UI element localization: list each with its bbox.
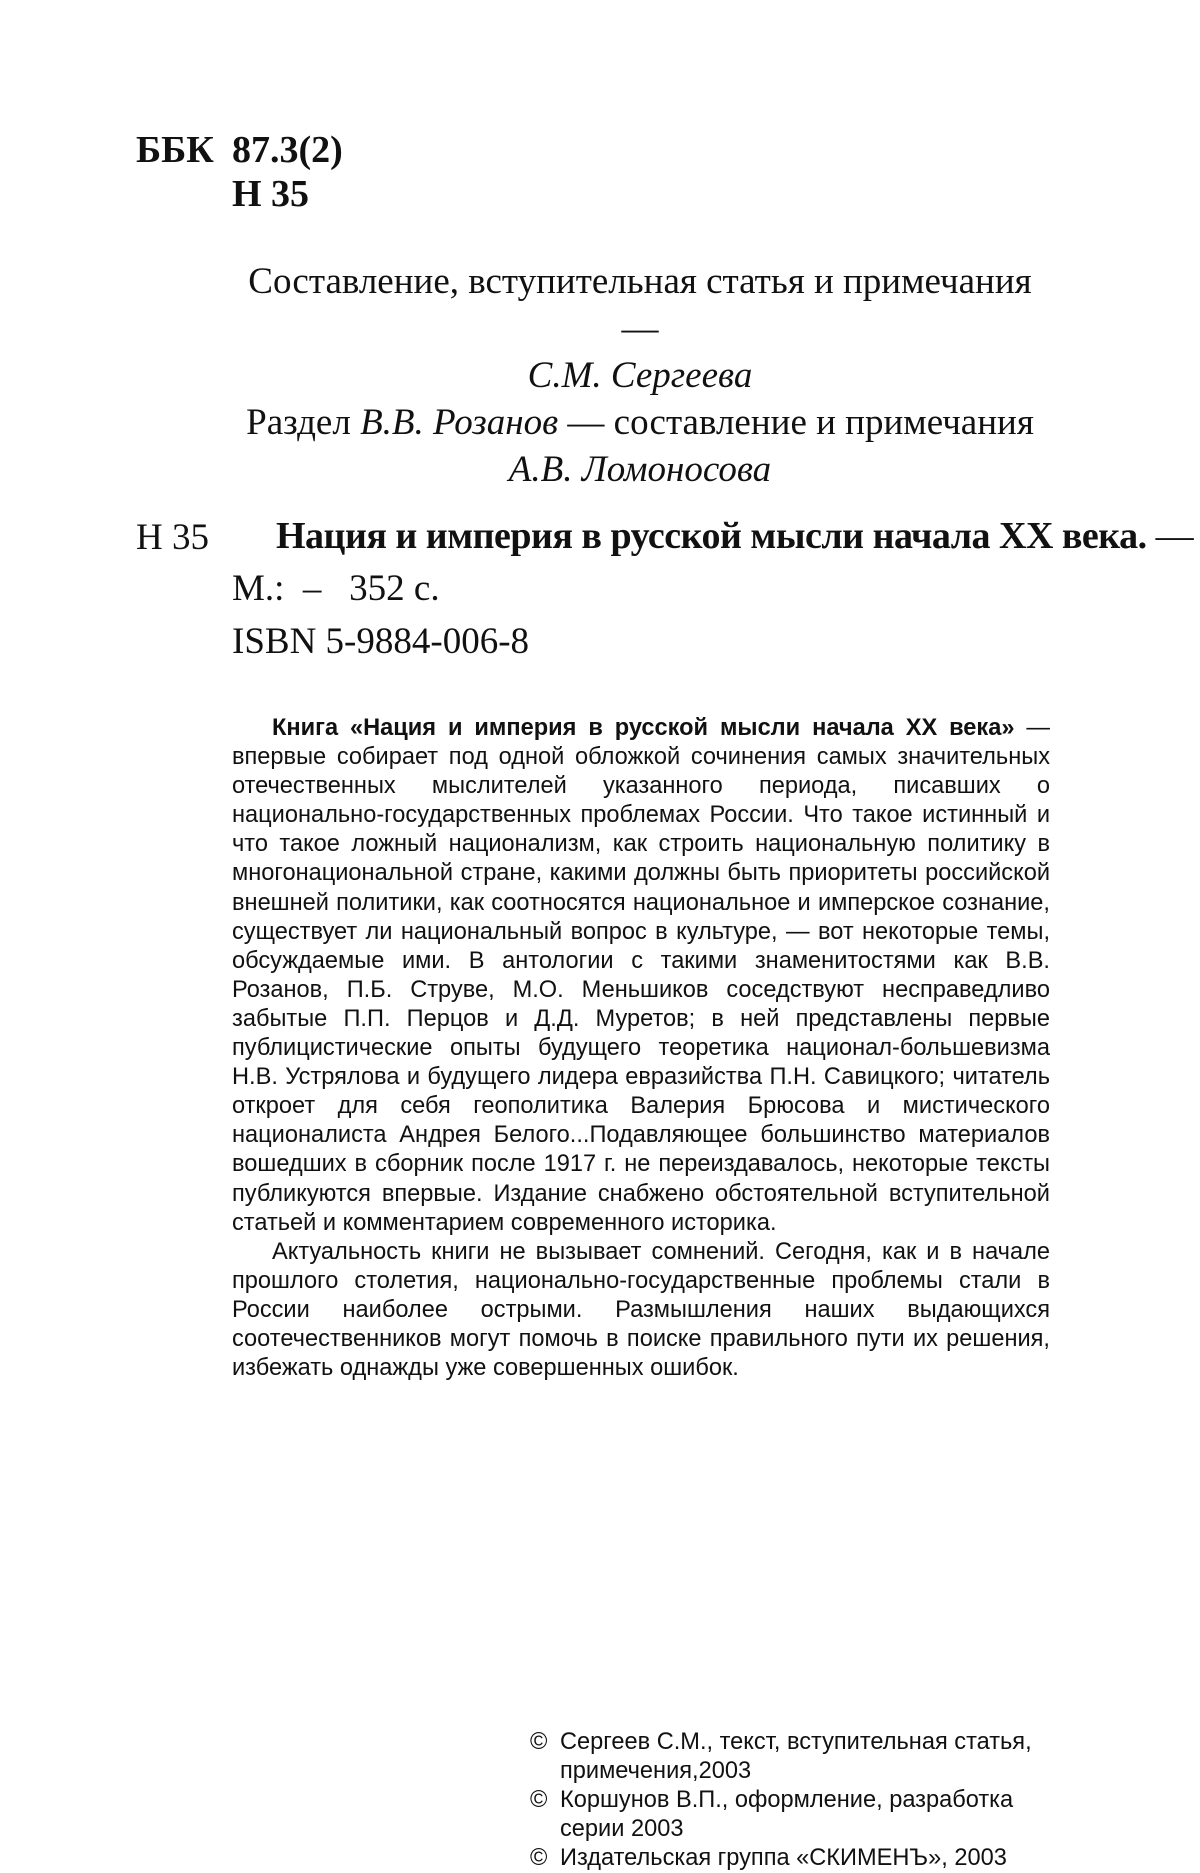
annotation-paragraph-1 (232, 714, 1050, 1238)
credits-section-compiler-name: А.В. Ломоносова (508, 449, 772, 490)
credits-block (230, 258, 1050, 493)
copyright-text-1: Сергеев С.М., текст, вступительная статья, примечения,2003 (560, 1729, 1032, 1784)
bbk-label: ББК (136, 129, 214, 171)
annotation (232, 714, 1050, 1383)
copyright-symbol: © (530, 1845, 548, 1871)
credits-section-line (230, 399, 1050, 446)
annotation-lead: Книга «Нация и империя в русской мысли начала XX века» (272, 715, 1015, 741)
catalog-publisher: М.: – 352 с. (232, 568, 440, 609)
catalog-title-dash: — (1146, 515, 1194, 557)
copyright-item-2 (530, 1786, 1070, 1844)
bbk-code: 87.3(2) (232, 129, 343, 171)
credits-compiler-name: С.М. Сергеева (527, 355, 753, 396)
copyright-item-1 (530, 1728, 1070, 1786)
annotation-paragraph-2: Актуальность книги не вызывает сомнений. Сегодня, как и в начале прошлого столетия, национально-государственные проблемы стали в России наиболее острыми. Размышления наших выдающихся соотечественников могут помочь в поиске правильного пути их решения, избежать однажды уже совершенных ошибок. (232, 1238, 1050, 1382)
bbk-author-mark: Н 35 (232, 173, 310, 215)
copyright-symbol: © (530, 1787, 548, 1813)
credits-section-name: В.В. Розанов (360, 402, 559, 443)
catalog-title: Нация и империя в русской мысли начала XX века. (276, 515, 1147, 557)
copyright-block (530, 1728, 1070, 1873)
copyright-text-2: Коршунов В.П., оформление, разработка серии 2003 (560, 1787, 1014, 1842)
credits-section-prefix: Раздел (246, 402, 361, 443)
annotation-p1-text: — впервые собирает под одной обложкой сочинения самых значительных отечественных мыслителей указанного периода, писавших о национально-государственных проблемах России. Что такое истинный и что такое ложный национализм, как строить национальную политику в многонациональной стране, какими должны быть приоритеты российской внешней политики, как соотносятся национальное и имперское сознание, существует ли национальный вопрос в культуре, — вот некоторые темы, обсуждаемые ими. В антологии с такими знаменитостями как В.В. Розанов, П.Б. Струве, М.О. Меньшиков соседствуют несправедливо забытые П.П. Перцов и Д.Д. Муретов; в ней представлены первые публицистические опыты будущего теоретика национал-большевизма Н.В. Устрялова и будущего лидера евразийства П.Н. Савицкого; читатель откроет для себя геополитика Валерия Брюсова и мистического националиста Андрея Белого...Подавляющее большинство материалов вошедших в сборник после 1917 г. не переиздавалось, некоторые тексты публикуются впервые. Издание снабжено обстоятельной вступительной статьей и комментарием современного историка. (232, 715, 1050, 1236)
catalog-isbn: ISBN 5-9884-006-8 (232, 621, 530, 662)
copyright-symbol: © (530, 1729, 548, 1755)
catalog-code: Н 35 (136, 517, 209, 558)
credits-section-suffix: — составление и примечания (558, 402, 1034, 443)
catalog-title-line (276, 514, 1193, 558)
copyright-text-3: Издательская группа «СКИМЕНЪ», 2003 (560, 1845, 1007, 1871)
copyright-item-3 (530, 1844, 1070, 1873)
credits-line-compilation: Составление, вступительная статья и примечания — (248, 261, 1032, 349)
